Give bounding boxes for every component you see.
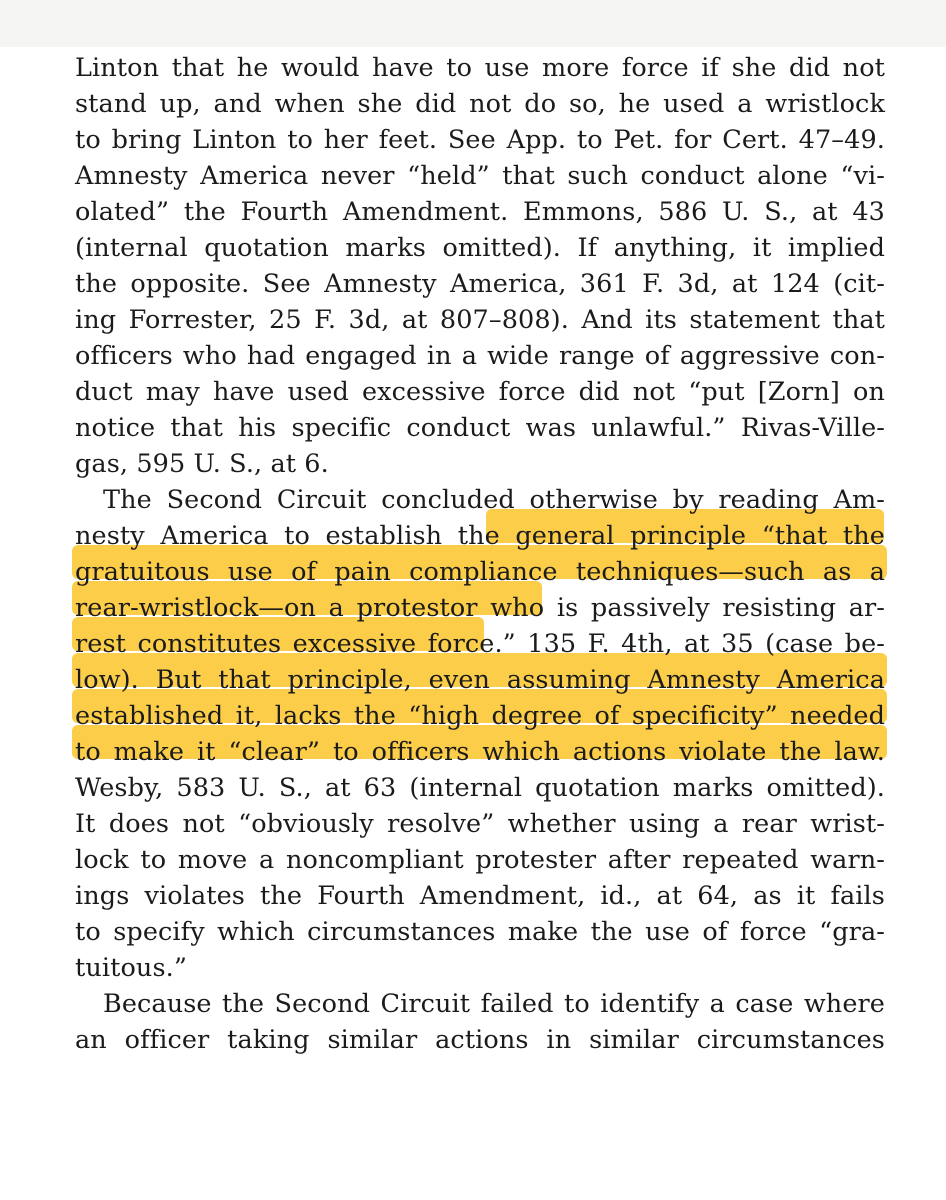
- text-line: an officer taking similar actions in similar circumstances: [75, 1025, 885, 1055]
- text-line: Amnesty America never “held” that such conduct alone “vi-: [75, 161, 885, 191]
- text-line: gratuitous use of pain compliance techniques—such as a: [75, 557, 885, 587]
- text-line: Linton that he would have to use more force if she did not: [75, 53, 885, 83]
- text-line: nesty America to establish the general principle “that the: [75, 521, 885, 551]
- text-line: gas, 595 U. S., at 6.: [75, 449, 329, 479]
- text-line: stand up, and when she did not do so, he used a wristlock: [75, 89, 885, 119]
- text-line: The Second Circuit concluded otherwise by reading Am-: [103, 485, 885, 515]
- text-line: to bring Linton to her feet. See App. to Pet. for Cert. 47–49.: [75, 125, 885, 155]
- top-bar: [0, 0, 946, 47]
- text-line: tuitous.”: [75, 953, 187, 983]
- text-line: lock to move a noncompliant protester after repeated warn-: [75, 845, 885, 875]
- text-line: to specify which circumstances make the use of force “gra-: [75, 917, 885, 947]
- text-line: established it, lacks the “high degree of specificity” needed: [75, 701, 885, 731]
- text-line: It does not “obviously resolve” whether using a rear wrist-: [75, 809, 885, 839]
- text-line: duct may have used excessive force did not “put [Zorn] on: [75, 377, 885, 407]
- text-line: rest constitutes excessive force.” 135 F. 4th, at 35 (case be-: [75, 629, 885, 659]
- text-line: the opposite. See Amnesty America, 361 F. 3d, at 124 (cit-: [75, 269, 885, 299]
- document-page: [0, 47, 946, 1200]
- text-line: notice that his specific conduct was unlawful.” Rivas-Ville-: [75, 413, 885, 443]
- text-line: olated” the Fourth Amendment. Emmons, 586 U. S., at 43: [75, 197, 885, 227]
- text-line: ing Forrester, 25 F. 3d, at 807–808). And its statement that: [75, 305, 885, 335]
- text-line: ings violates the Fourth Amendment, id., at 64, as it fails: [75, 881, 885, 911]
- text-line: Wesby, 583 U. S., at 63 (internal quotation marks omitted).: [75, 773, 885, 803]
- text-line: officers who had engaged in a wide range of aggressive con-: [75, 341, 885, 371]
- text-line: to make it “clear” to officers which actions violate the law.: [75, 737, 885, 767]
- text-line: Because the Second Circuit failed to identify a case where: [103, 989, 885, 1019]
- text-line: rear-wristlock—on a protestor who is passively resisting ar-: [75, 593, 885, 623]
- text-line: (internal quotation marks omitted). If anything, it implied: [75, 233, 885, 263]
- text-line: low). But that principle, even assuming Amnesty America: [75, 665, 885, 695]
